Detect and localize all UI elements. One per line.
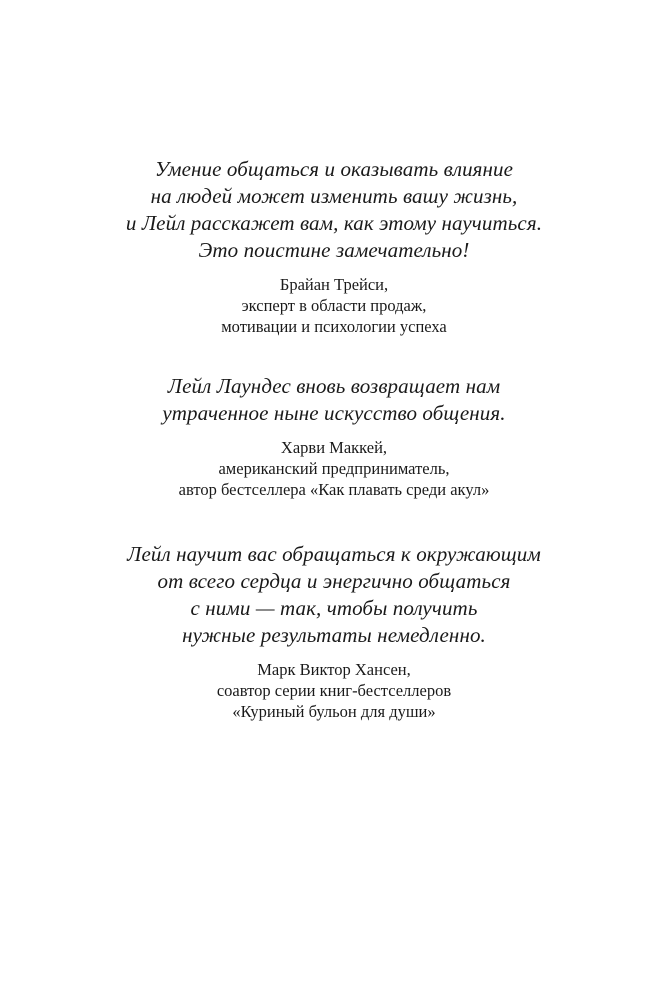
- testimonial-brian-tracy: [0, 156, 668, 337]
- testimonial-quote: [0, 156, 668, 264]
- attribution-author: Харви Маккей,: [280, 438, 388, 457]
- testimonial-attribution: [0, 659, 668, 722]
- testimonial-mark-victor-hansen: [0, 541, 668, 722]
- attribution-role: эксперт в области продаж,: [241, 296, 427, 315]
- attribution-author: Марк Виктор Хансен,: [257, 660, 411, 679]
- quote-line: Умение общаться и оказывать влияние: [154, 157, 514, 181]
- attribution-role: соавтор серии книг-бестселлеров: [216, 681, 452, 700]
- quote-line: от всего сердца и энергично общаться: [157, 569, 511, 593]
- testimonial-quote: [0, 373, 668, 427]
- quote-line: с ними — так, чтобы получить: [190, 596, 478, 620]
- quote-line: и Лейл расскажет вам, как этому научиться.: [125, 211, 543, 235]
- testimonial-harvey-mackay: [0, 373, 668, 500]
- quote-line: утраченное ныне искусство общения.: [162, 401, 506, 425]
- testimonial-attribution: [0, 274, 668, 337]
- quote-line: нужные результаты немедленно.: [182, 623, 486, 647]
- quote-line: Лейл Лаундес вновь возвращает нам: [167, 374, 501, 398]
- attribution-role: автор бестселлера «Как плавать среди акул»: [178, 480, 490, 499]
- quote-line: Лейл научит вас обращаться к окружающим: [127, 542, 541, 566]
- testimonial-quote: [0, 541, 668, 649]
- attribution-role: мотивации и психологии успеха: [221, 317, 447, 336]
- attribution-role: американский предприниматель,: [218, 459, 450, 478]
- attribution-role: «Куриный бульон для души»: [232, 702, 436, 721]
- quote-line: на людей может изменить вашу жизнь,: [150, 184, 518, 208]
- testimonial-attribution: [0, 437, 668, 500]
- quote-line: Это поистине замечательно!: [198, 238, 470, 262]
- attribution-author: Брайан Трейси,: [279, 275, 389, 294]
